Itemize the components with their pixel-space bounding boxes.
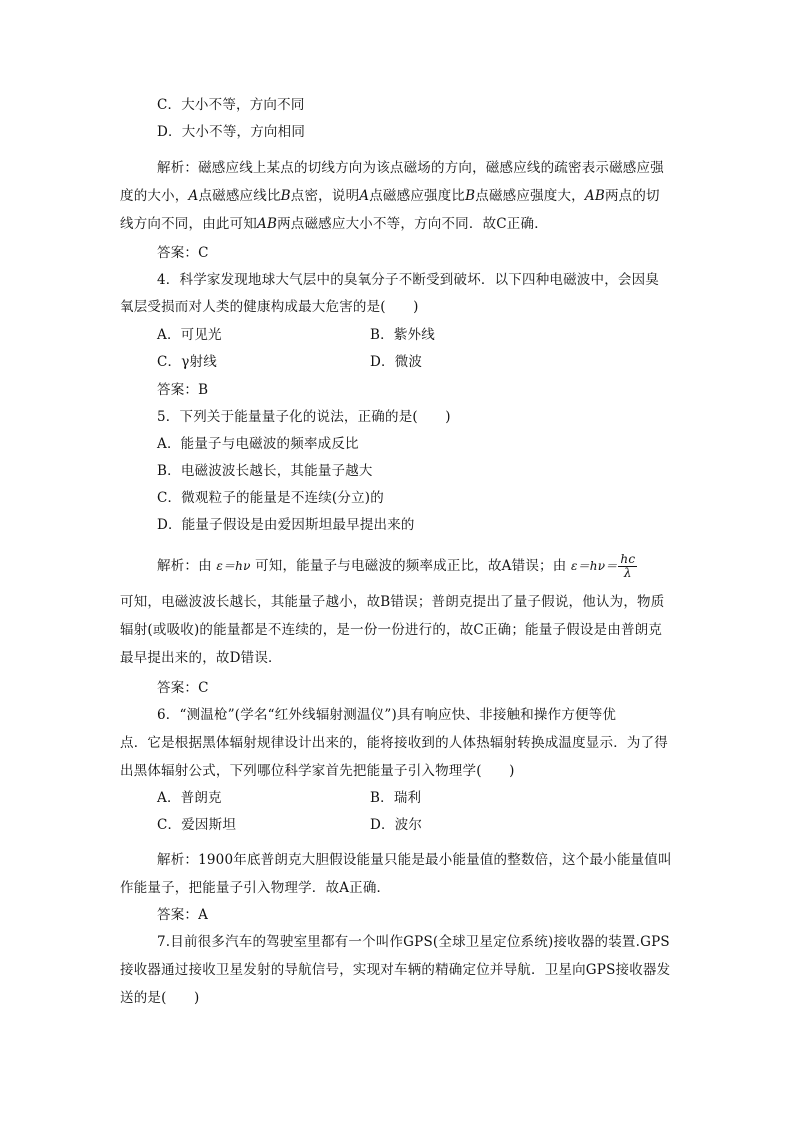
q5-option-a: A．能量子与电磁波的频率成反比 (157, 436, 359, 452)
q3-explanation-text: 两点的切 (604, 188, 660, 204)
q3-explanation-text: 两点磁感应大小不等，方向不同．故C正确． (277, 216, 548, 232)
q3-explanation-text: 点磁感应强度大， (475, 188, 585, 204)
q3-option-c: C．大小不等，方向不同 (157, 97, 305, 113)
q7-stem-line1: 7.目前很多汽车的驾驶室里都有一个叫作GPS(全球卫星定位系统)接收器的装置.GPS (157, 934, 670, 950)
q3-explanation-text: 点磁感应线比 (198, 188, 281, 204)
q6-answer: 答案：A (157, 907, 209, 923)
q5-option-b: B．电磁波波长越长，其能量子越大 (157, 463, 373, 479)
q5-explanation-line2: 可知，电磁波波长越长，其能量子越小，故B错误；普朗克提出了量子假说，他认为，物质 (120, 594, 665, 610)
q6-stem-line2: 点．它是根据黑体辐射规律设计出来的，能将接收到的人体热辐射转换成温度显示．为了得 (120, 735, 668, 751)
q6-option-b: B．瑞利 (370, 790, 422, 806)
q3-var-a: A (359, 188, 370, 204)
q4-option-a: A．可见光 (157, 327, 222, 343)
q3-explanation-text: 点磁感应强度比 (369, 188, 466, 204)
q3-var-b: B (465, 188, 476, 204)
q5-answer: 答案：C (157, 680, 209, 696)
q3-option-d: D．大小不等，方向相同 (157, 124, 306, 140)
q5-explanation-line4: 最早提出来的，故D错误． (120, 650, 282, 666)
q6-explanation-line1: 解析：1900年底普朗克大胆假设能量只能是最小能量值的整数倍，这个最小能量值叫 (157, 852, 672, 868)
q3-var-ab: AB (257, 216, 278, 232)
q5-formula-fraction (618, 553, 637, 580)
q7-stem-line2: 接收器通过接收卫星发射的导航信号，实现对车辆的精确定位并导航．卫星向GPS接收器发 (120, 962, 671, 978)
q3-var-a: A (188, 188, 199, 204)
q3-explanation-text: 线方向不同，由此可知 (120, 216, 257, 232)
q5-formula-2: ε＝hν＝ (570, 559, 618, 573)
q4-stem-line1: 4．科学家发现地球大气层中的臭氧分子不断受到破坏．以下四种电磁波中，会因臭 (157, 272, 659, 288)
q6-explanation-line2: 作能量子，把能量子引入物理学．故A正确． (120, 880, 391, 896)
q5-explanation-line1 (157, 552, 637, 580)
q5-formula-1: ε＝hν (216, 559, 251, 573)
q6-option-a: A．普朗克 (157, 790, 222, 806)
q3-explanation-line1: 解析：磁感应线上某点的切线方向为该点磁场的方向，磁感应线的疏密表示磁感应强 (157, 160, 664, 176)
q6-stem-line1: 6．“测温枪”(学名“红外线辐射测温仪”)具有响应快、非接触和操作方便等优 (157, 707, 617, 723)
q3-explanation-line2 (120, 187, 660, 205)
q3-var-b: B (280, 188, 291, 204)
q7-stem-line3: 送的是( ) (120, 990, 200, 1006)
q4-stem-line2: 氧层受损而对人类的健康构成最大危害的是( ) (120, 299, 419, 315)
q4-answer: 答案：B (157, 382, 209, 398)
q6-stem-line3: 出黑体辐射公式，下列哪位科学家首先把能量子引入物理学( ) (120, 763, 515, 779)
q5-fraction-denominator: λ (623, 566, 632, 580)
q5-option-d: D．能量子假设是由爱因斯坦最早提出来的 (157, 517, 415, 533)
q6-option-c: C．爱因斯坦 (157, 817, 237, 833)
q5-explanation-line3: 辐射(或吸收)的能量都是不连续的，是一份一份进行的，故C正确；能量子假设是由普朗克 (120, 622, 663, 638)
q3-var-ab: AB (584, 188, 605, 204)
q3-explanation-text: 点密，说明 (290, 188, 360, 204)
q3-answer: 答案：C (157, 245, 209, 261)
q3-explanation-line3 (120, 215, 548, 233)
q5-stem: 5．下列关于能量量子化的说法，正确的是( ) (157, 409, 451, 425)
q4-option-d: D．微波 (370, 354, 423, 370)
q5-fraction-numerator: hc (620, 552, 636, 566)
q3-explanation-text: 度的大小， (120, 188, 189, 204)
q5-explanation-text: 可知，能量子与电磁波的频率成正比，故A错误；由 (255, 558, 567, 574)
q4-option-c: C．γ射线 (157, 354, 217, 370)
q6-option-d: D．波尔 (370, 817, 423, 833)
q5-option-c: C．微观粒子的能量是不连续(分立)的 (157, 490, 384, 506)
q4-option-b: B．紫外线 (370, 327, 435, 343)
q5-explanation-text: 解析：由 (157, 558, 212, 574)
